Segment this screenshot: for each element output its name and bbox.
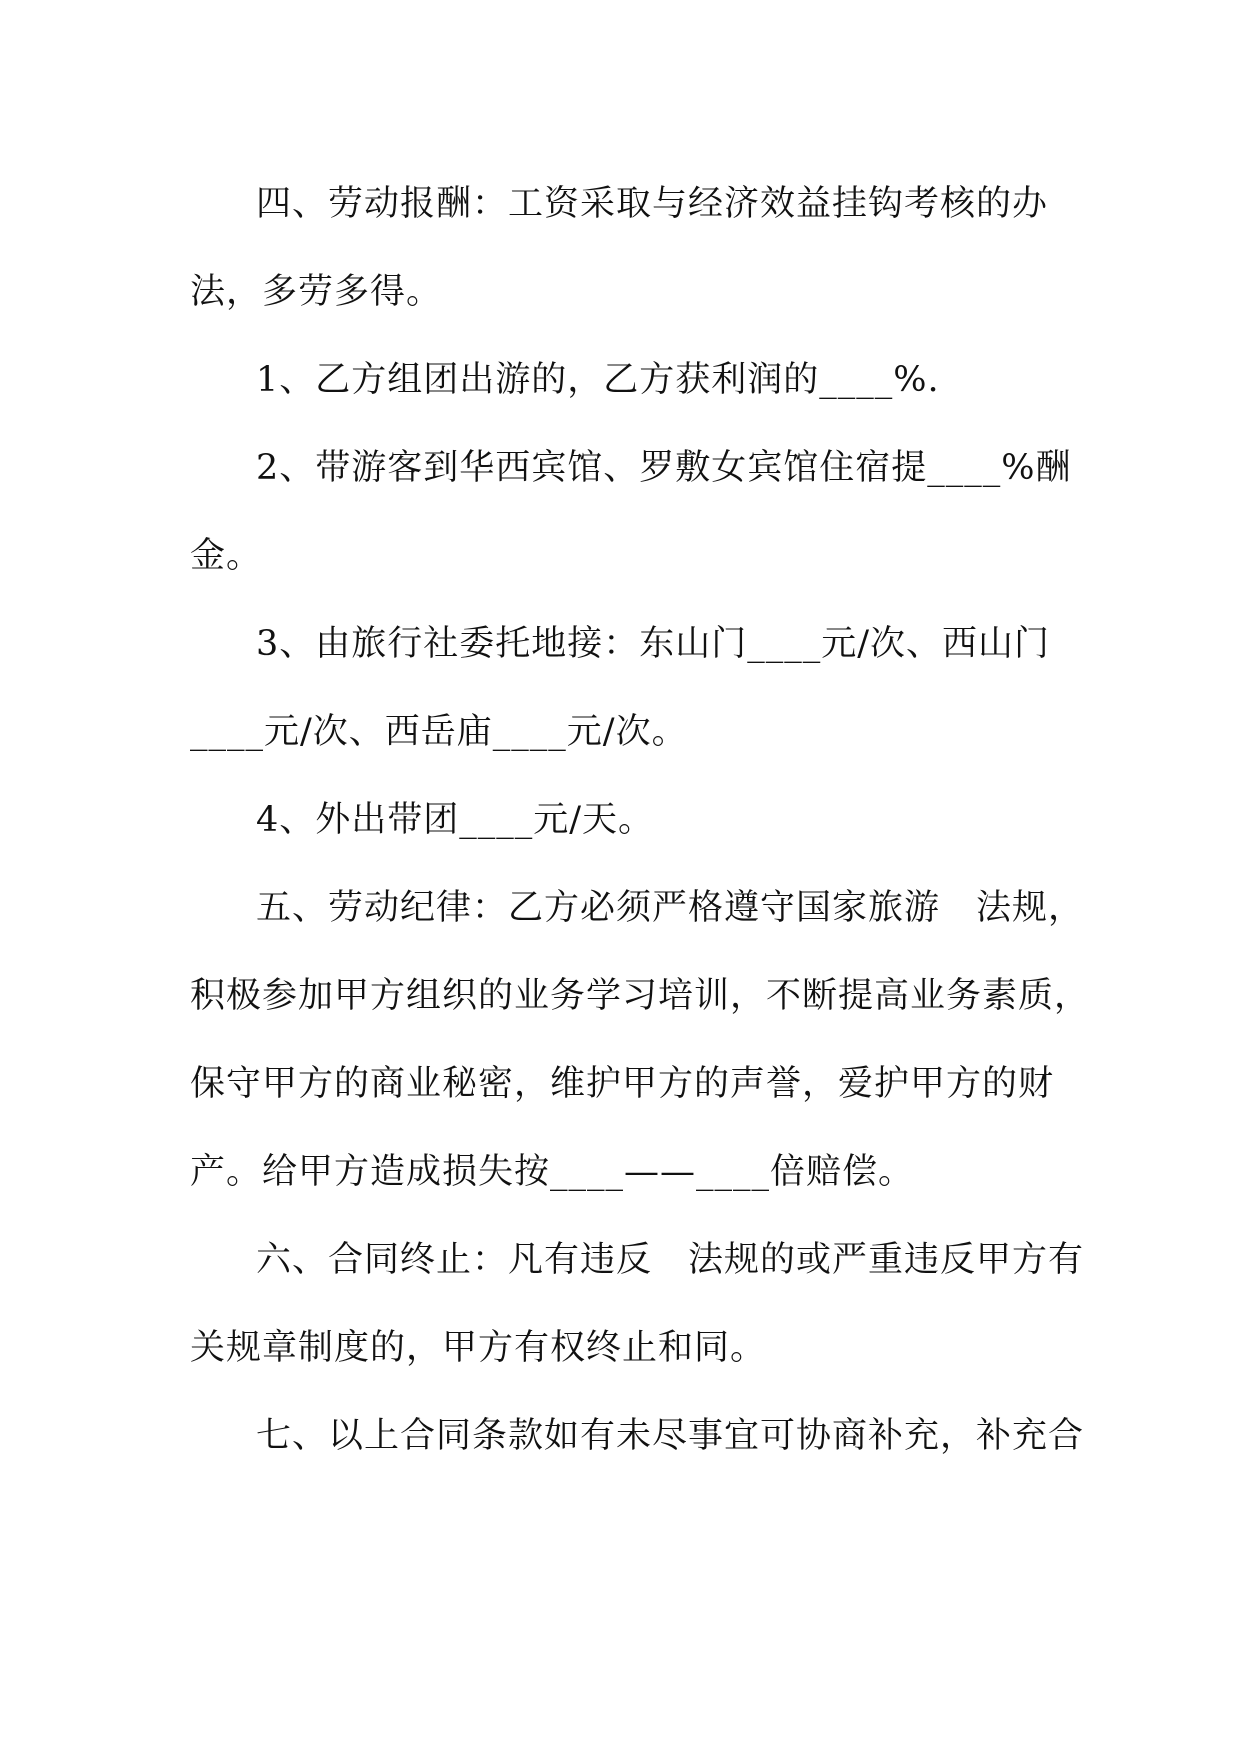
section-five-line-3: 保守甲方的商业秘密，维护甲方的声誉，爱护甲方的财 bbox=[190, 1064, 1055, 1104]
section-four-line-1: 四、劳动报酬：工资采取与经济效益挂钩考核的办 bbox=[256, 184, 1049, 224]
item-2-line-2: 金。 bbox=[190, 536, 263, 576]
section-six-line-2: 关规章制度的，甲方有权终止和同。 bbox=[190, 1328, 767, 1368]
item-3-line-2: ____元/次、西岳庙____元/次。 bbox=[190, 712, 688, 752]
section-five-line-2: 积极参加甲方组织的业务学习培训，不断提高业务素质， bbox=[190, 976, 1091, 1016]
section-five-line-4: 产。给甲方造成损失按____——____倍赔偿。 bbox=[190, 1152, 915, 1192]
section-seven-line-1: 七、以上合同条款如有未尽事宜可协商补充，补充合 bbox=[256, 1416, 1085, 1456]
section-six-line-1: 六、合同终止：凡有违反 法规的或严重违反甲方有 bbox=[256, 1240, 1085, 1280]
item-3-line-1: 3、由旅行社委托地接：东山门____元/次、西山门 bbox=[256, 624, 1051, 664]
section-five-line-1: 五、劳动纪律：乙方必须严格遵守国家旅游 法规， bbox=[256, 888, 1085, 928]
section-four-line-2: 法，多劳多得。 bbox=[190, 272, 443, 312]
item-2-line-1: 2、带游客到华西宾馆、罗敷女宾馆住宿提____%酬 bbox=[256, 448, 1072, 488]
item-1-line: 1、乙方组团出游的，乙方获利润的____%. bbox=[256, 360, 940, 400]
item-4-line: 4、外出带团____元/天。 bbox=[256, 800, 655, 840]
